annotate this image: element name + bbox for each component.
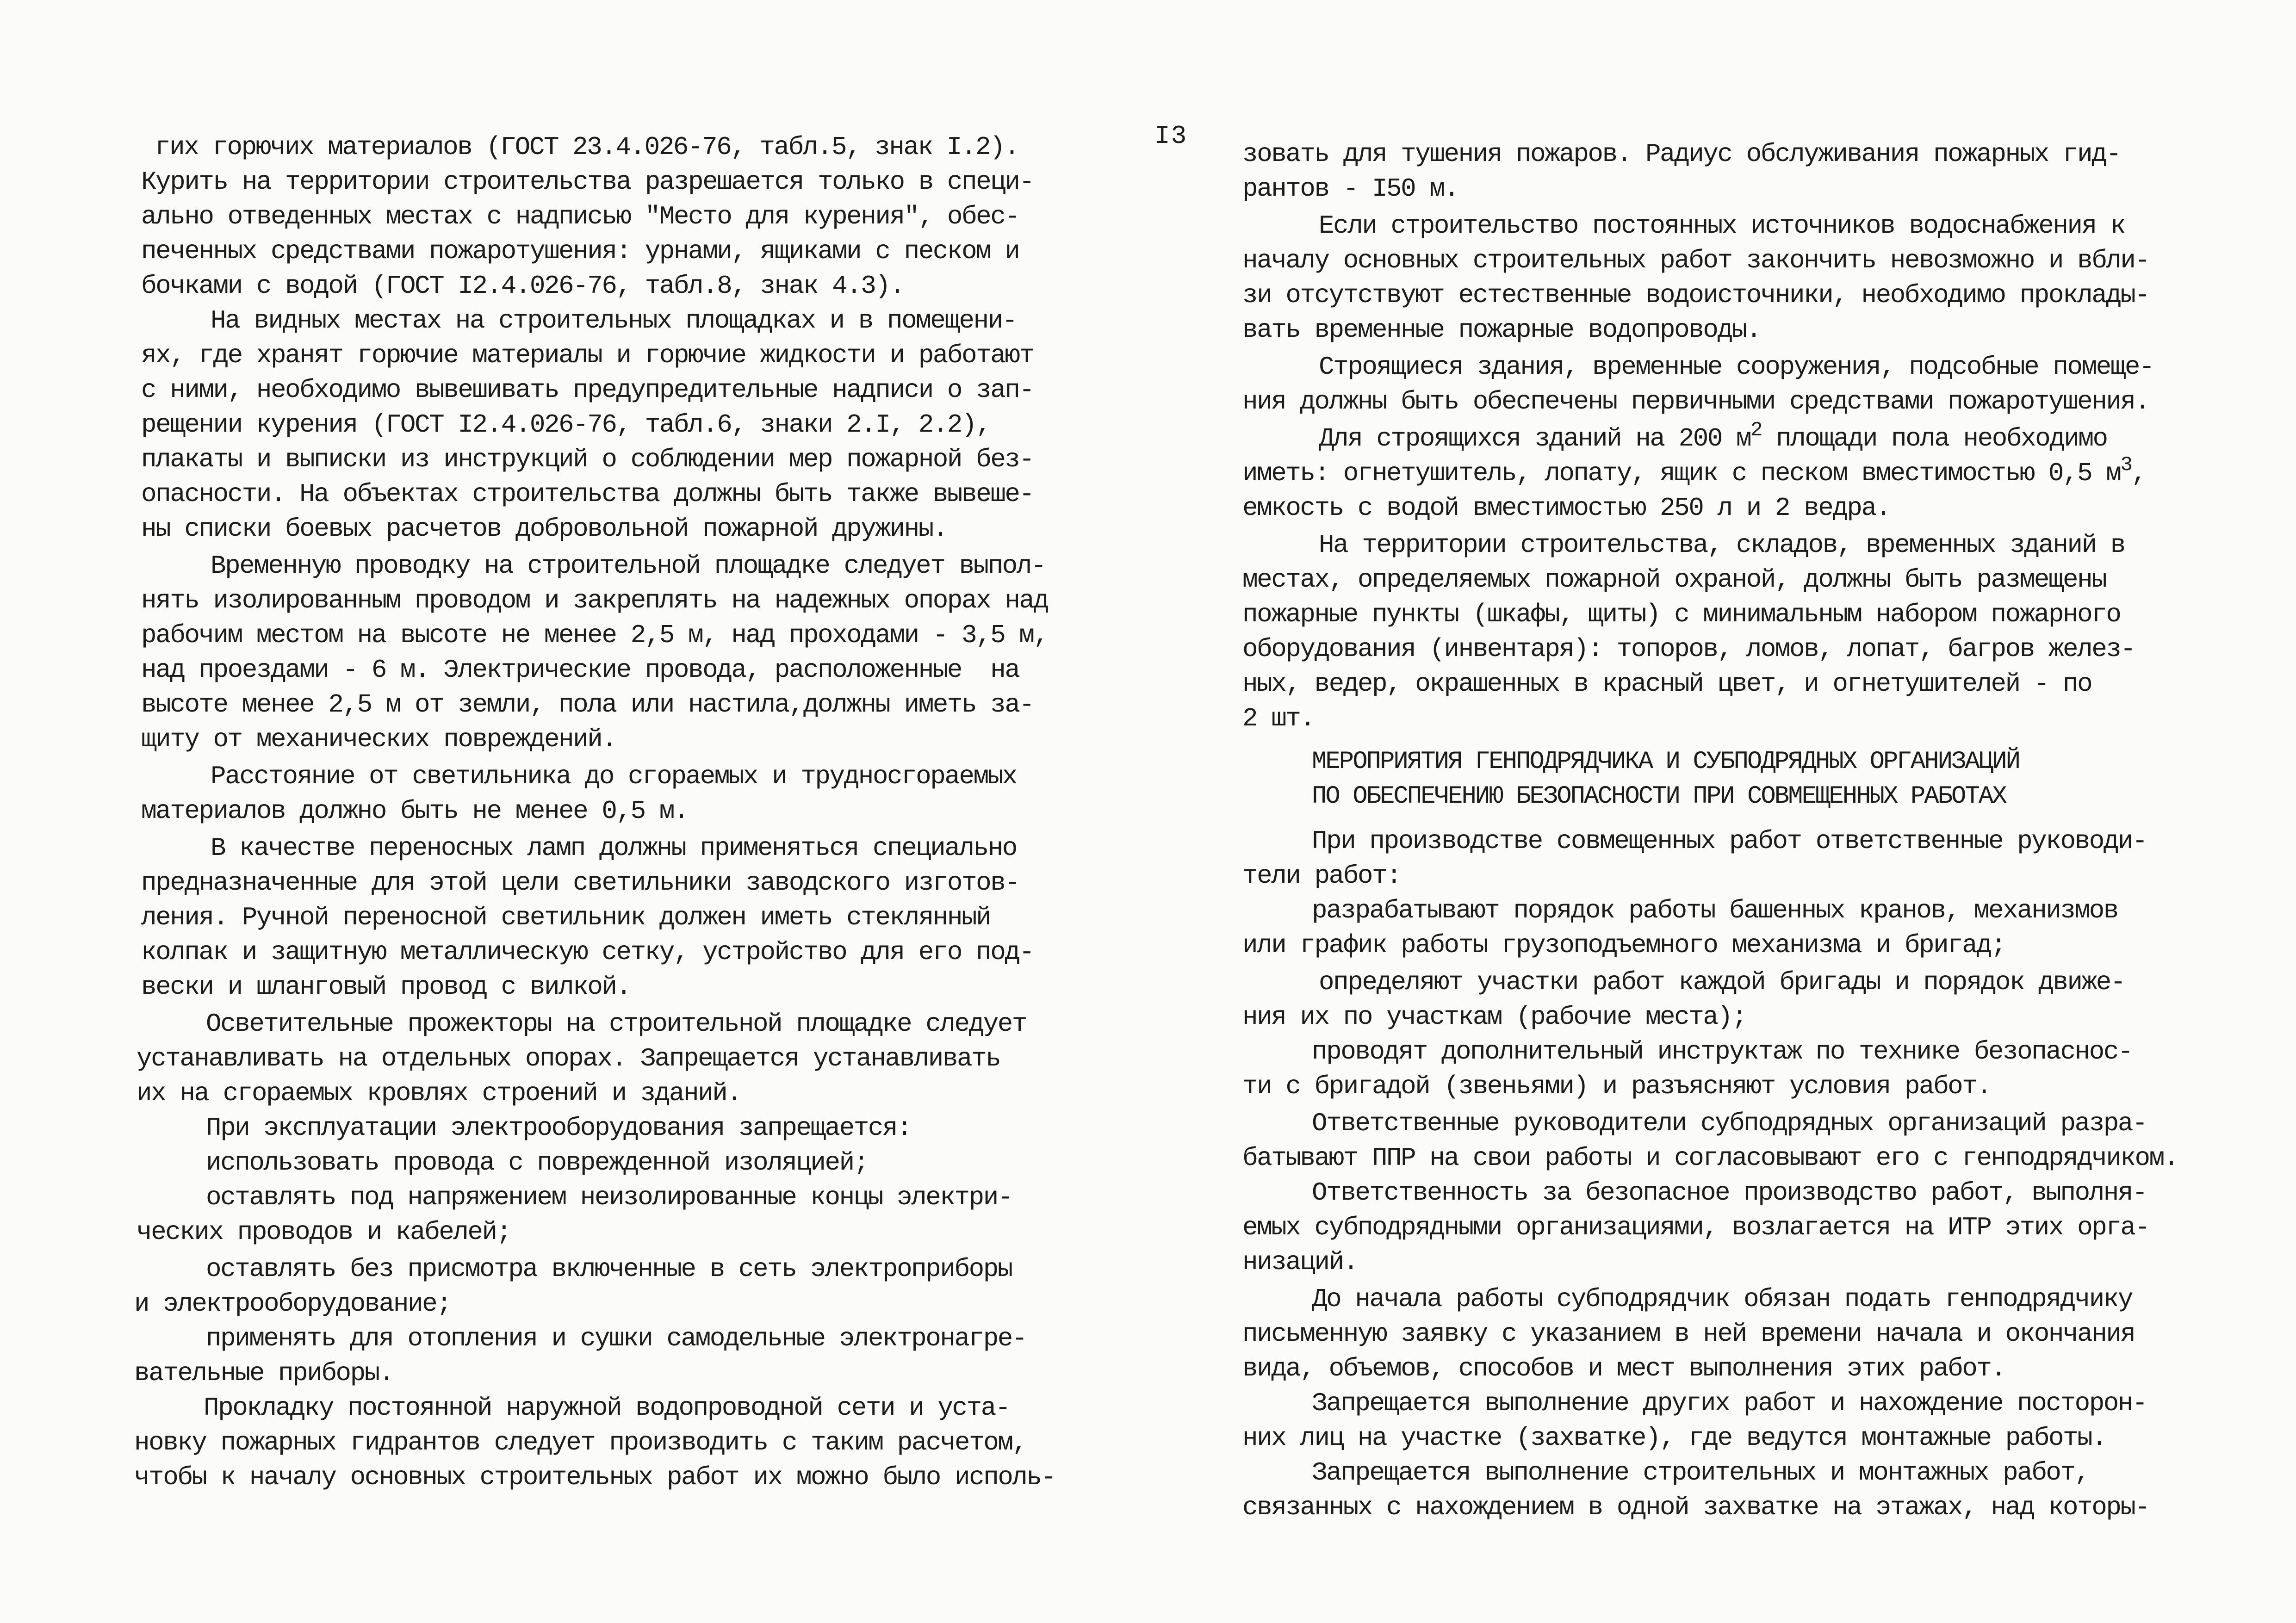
line-text: ти с бригадой (звеньями) и разъясняют условия работ. [1242,1072,1991,1101]
line-text: началу основных строительных работ закончить невозможно и вбли- [1242,246,2149,275]
line-text: предназначенные для этой цели светильники заводского изготов- [141,868,1019,898]
line-text: письменную заявку с указанием в ней времени начала и окончания [1242,1319,2135,1349]
line-text: ления. Ручной переносной светильник должен иметь стеклянный [141,903,991,932]
line-text: новку пожарных гидрантов следует производить с таким расчетом, [134,1428,1027,1457]
right-text-line [1242,1425,2106,1451]
line-text: В качестве переносных ламп должны применяться специально [211,833,1017,863]
left-text-line [211,553,1045,579]
line-text: ния должны быть обеспечены первичными средствами пожаротушения. [1242,387,2149,416]
line-text: применять для отопления и сушки самодельные электронагре- [206,1324,1027,1353]
right-text-line [1242,567,2106,593]
left-text-line [141,204,1019,229]
right-text-line [1242,1494,2149,1520]
right-text-line [1312,1390,2147,1416]
line-text: местах, определяемых пожарной охраной, должны быть размещены [1242,565,2106,595]
right-text-line [1312,1180,2147,1206]
line-text: тели работ: [1242,861,1401,891]
line-text: Ответственность за безопасное производство работ, выполня- [1312,1178,2147,1208]
line-text: Расстояние от светильника до сгораемых и трудносгораемых [211,762,1017,791]
line-text: Строящиеся здания, временные сооружения, подсобные помеще- [1319,352,2154,382]
line-text: опасности. На объектах строительства должны быть также вывеше- [141,479,1034,509]
right-text-line [1319,354,2153,380]
right-text-line [1242,282,2149,308]
right-text-line [1242,601,2120,627]
superscript: 2 [1750,419,1762,442]
line-text: нять изолированным проводом и закреплять на надежных опорах над [141,586,1048,615]
line-text: ны списки боевых расчетов добровольной пожарной дружины. [141,514,947,544]
line-text: Осветительные прожекторы на строительной площадке следует [206,1009,1027,1039]
line-text: На видных местах на строительных площадках и в помещени- [211,306,1017,335]
right-text-line [1242,863,1401,889]
left-text-line [141,342,1034,368]
line-text: и электрооборудование; [134,1289,451,1319]
line-text: Запрещается выполнение других работ и нахождение посторон- [1312,1388,2147,1418]
left-text-line [134,1360,393,1386]
line-text: рантов - I50 м. [1242,174,1458,204]
line-text: Для строящихся зданий на 200 м [1319,424,1751,453]
line-text: Временную проводку на строительной площадке следует выпол- [211,551,1046,581]
left-text-line [204,1395,1010,1421]
right-text-line [1242,453,2146,488]
left-text-line [141,974,631,1000]
left-text-line [141,657,1019,683]
line-text: Запрещается выполнение строительных и монтажных работ, [1312,1458,2089,1487]
right-text-line [1242,1214,2149,1240]
line-text: использовать провода с поврежденной изоляцией; [206,1148,868,1177]
line-text: материалов должно быть не менее 0,5 м. [141,796,689,826]
right-text-line [1242,317,1761,343]
left-text-line [206,1326,1026,1351]
line-text: Прокладку постоянной наружной водопроводной сети и уста- [204,1393,1010,1423]
right-text-line [1312,1110,2147,1136]
left-text-line [141,481,1034,507]
right-text-line [1242,932,2005,958]
line-text: зовать для тушения пожаров. Радиус обслуживания пожарных гид- [1242,139,2121,169]
right-text-line [1312,1039,2132,1065]
left-text-line [141,238,1019,264]
line-text: До начала работы субподрядчик обязан подать генподрядчику [1312,1284,2133,1314]
line-text: 2 шт. [1242,704,1315,733]
line-text: вательные приборы. [134,1358,393,1388]
left-text-line [134,1464,1055,1490]
right-text-line [1242,141,2120,167]
left-text-line [141,273,904,299]
line-text: ПО ОБЕСПЕЧЕНИЮ БЕЗОПАСНОСТИ ПРИ СОВМЕЩЕННЫХ РАБОТАХ [1312,782,2006,811]
left-text-line [211,763,1017,789]
line-text: ях, где хранят горючие материалы и горючие жидкости и работают [141,341,1034,370]
line-text: связанных с нахождением в одной захватке на этажах, над которы- [1242,1493,2149,1522]
right-text-line [1242,1249,1358,1275]
line-text: бочками с водой (ГОСТ I2.4.026-76, табл.8, знак 4.3). [141,271,904,301]
right-text-line [1242,1321,2135,1347]
right-text-line [1242,1145,2178,1171]
left-text-line [206,1150,868,1176]
line-text: вески и шланговый провод с вилкой. [141,972,631,1002]
left-text-line [141,377,1034,403]
line-text: Ответственные руководители субподрядных организаций разра- [1312,1109,2147,1138]
left-text-line [141,870,1019,896]
left-text-line [141,516,947,542]
line-text: разрабатывают порядок работы башенных кранов, механизмов [1312,896,2118,925]
line-text: рабочим местом на высоте не менее 2,5 м, над проходами - 3,5 м, [141,620,1048,650]
line-text: их на сгораемых кровлях строений и зданий. [137,1078,741,1108]
line-text-after: площади пола необходимо [1762,424,2107,453]
right-text-line [1319,532,2125,558]
line-text: При эксплуатации электрооборудования запрещается: [206,1113,912,1143]
line-text: рещении курения (ГОСТ I2.4.026-76, табл.6, знаки 2.I, 2.2), [141,410,991,440]
line-text: ально отведенных местах с надписью "Место для курения", обес- [141,202,1019,231]
line-text: Курить на территории строительства разрешается только в специ- [141,167,1034,197]
line-text: На территории строительства, складов, временных зданий в [1319,530,2125,560]
line-text: низаций. [1242,1247,1358,1277]
right-text-line [1242,1004,1746,1030]
page-number: I3 [1154,121,1188,151]
line-text: устанавливать на отдельных опорах. Запрещается устанавливать [137,1044,1000,1073]
line-text: иметь: огнетушитель, лопату, ящик с песком вместимостью 0,5 м [1242,458,2121,488]
right-text-line [1242,389,2149,415]
left-text-line [211,835,1017,861]
right-text-line [1319,213,2125,239]
line-text: щиту от механических повреждений. [141,725,616,754]
left-text-line [137,1046,1000,1072]
line-text: ных, ведер, окрашенных в красный цвет, и огнетушителей - по [1242,669,2092,699]
line-text: вида, объемов, способов и мест выполнения этих работ. [1242,1354,2005,1383]
left-text-line [134,1291,451,1317]
line-text: батывают ППР на свои работы и согласовывают его с генподрядчиком. [1242,1143,2178,1173]
line-text: или график работы грузоподъемного механизма и бригад; [1242,930,2005,960]
superscript: 3 [2120,453,2132,477]
left-text-line [141,169,1034,195]
right-text-line [1312,1286,2132,1312]
line-text: емкость с водой вместимостью 250 л и 2 ведра. [1242,493,1890,523]
right-text-line [1242,1356,2005,1381]
right-text-line [1242,671,2091,697]
left-text-line [155,134,1018,160]
left-text-line [137,1080,741,1106]
line-text: над проездами - 6 м. Электрические провода, расположенные на [141,655,1019,685]
left-text-line [141,446,1034,472]
left-text-line [141,798,688,824]
line-text: плакаты и выписки из инструкций о соблюдении мер пожарной без- [141,445,1034,474]
left-text-line [206,1184,1012,1210]
left-text-line [141,939,1034,965]
line-text: печенных средствами пожаротушения: урнами, ящиками с песком и [141,236,1019,266]
right-text-line [1242,706,1315,731]
left-text-line [141,412,990,438]
line-text: оборудования (инвентаря): топоров, ломов, лопат, багров желез- [1242,634,2135,664]
line-text: проводят дополнительный инструктаж по технике безопаснос- [1312,1037,2133,1066]
left-text-line [206,1115,911,1141]
line-text: вать временные пожарные водопроводы. [1242,315,1761,345]
line-text: высоте менее 2,5 м от земли, пола или настила,должны иметь за- [141,690,1034,719]
line-text: пожарные пункты (шкафы, щиты) с минимальным набором пожарного [1242,600,2121,629]
right-text-line [1242,248,2149,273]
line-text: зи отсутствуют естественные водоисточники, необходимо проклады- [1242,280,2149,310]
line-text: ческих проводов и кабелей; [137,1217,511,1247]
left-text-line [206,1256,1012,1282]
line-text: гих горючих материалов (ГОСТ 23.4.026-76, табл.5, знак I.2). [155,132,1019,162]
line-text: определяют участки работ каждой бригады и порядок движе- [1319,967,2125,997]
line-text: Если строительство постоянных источников водоснабжения к [1319,211,2125,241]
line-text: емых субподрядными организациями, возлагается на ИТР этих орга- [1242,1213,2149,1242]
left-text-line [141,622,1048,648]
line-text: МЕРОПРИЯТИЯ ГЕНПОДРЯДЧИКА И СУБПОДРЯДНЫХ ОРГАНИЗАЦИЙ [1312,748,2020,776]
left-text-line [137,1219,511,1245]
right-text-line [1242,495,1890,521]
left-text-line [141,692,1034,718]
left-text-line [141,904,990,930]
right-text-line [1312,828,2147,854]
line-text: них лиц на участке (захватке), где ведутся монтажные работы. [1242,1423,2106,1453]
left-text-line [141,726,616,752]
right-text-line [1312,898,2118,923]
line-text: с ними, необходимо вывешивать предупредительные надписи о зап- [141,375,1034,405]
right-text-line [1242,636,2135,662]
line-text-after: , [2131,458,2146,488]
left-text-line [134,1430,1027,1456]
right-text-line [1312,784,2006,809]
left-text-line [211,308,1017,334]
right-text-line [1312,750,2019,774]
line-text: ния их по участкам (рабочие места); [1242,1002,1746,1032]
right-text-line [1242,1073,1991,1099]
line-text: оставлять без присмотра включенные в сеть электроприборы [206,1254,1012,1284]
line-text: При производстве совмещенных работ ответственные руководи- [1312,826,2147,856]
line-text: чтобы к началу основных строительных работ их можно было исполь- [134,1462,1055,1492]
left-text-line [141,588,1048,613]
right-text-line [1242,176,1458,202]
right-text-line [1319,419,2107,453]
right-text-line [1312,1460,2089,1486]
line-text: колпак и защитную металлическую сетку, устройство для его под- [141,937,1034,967]
left-text-line [206,1011,1026,1037]
line-text: оставлять под напряжением неизолированные концы электри- [206,1183,1012,1212]
right-text-line [1319,969,2125,995]
